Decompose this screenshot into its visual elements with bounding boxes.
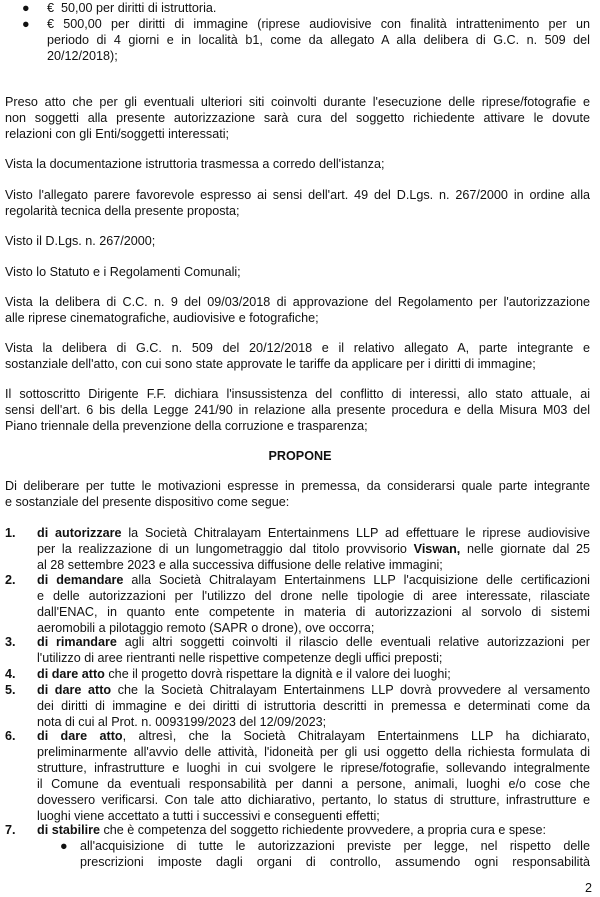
paragraph-statuto [5, 264, 590, 280]
item-number: 3. [5, 635, 16, 649]
paragraph-line: alle riprese cinematografiche, audiovisive e fotografiche; [5, 311, 319, 325]
item-lead: di dare atto [37, 729, 123, 743]
bullet-dot-icon: ● [22, 17, 30, 31]
item-number: 5. [5, 683, 16, 697]
item-lead: di stabilire [37, 823, 100, 837]
paragraph-line: non soggetti alla presente autorizzazione sarà cura del soggetto richiedente attivare le dovute [5, 111, 590, 125]
paragraph-preso-atto [5, 94, 590, 142]
paragraph-intro [5, 478, 590, 510]
fee-text-line: 500,00 per diritti di immagine (riprese audiovisive con finalità intrattenimento per un [63, 17, 590, 31]
paragraph-line: regolarità tecnica della presente proposta; [5, 204, 240, 218]
document-page: ● € 50,00 per diritti di istruttoria. ● € 500,00 per diritti di immagine (riprese audiovisive con finalità intrattenimento per un periodo di 4 giorni e in località b1, come da allegato A alla delibera di G.C. n. 509 del 20/12/2018); Preso atto che per gli eventuali ulteriori siti coinvolti durante l'esecuzione delle riprese/fotografie e non soggetti alla presente autorizzazione sarà cura del soggetto richiedente attivare le dovute relazioni con gli Enti/soggetti interessati; Vista la documentazione istruttoria trasmessa a corredo dell'istanza; Visto l'allegato parere favorevole espresso ai sensi dell'art. 49 del D.Lgs. n. 267/2000 in ordine alla regolarità tecnica della presente proposta; Visto il D.Lgs. n. 267/2000; Visto lo Statuto e i Regolamenti Comunali; Vista la delibera di C.C. n. 9 del 09/03/2018 di approvazione del Regolamento per l'autorizzazione alle riprese cinematografiche, audiovisive e fotografiche; Vista la delibera di G.C. n. 509 del 20/12/2018 e il relativo allegato A, parte integrante e sostanziale dell'atto, con cui sono state approvate le tariffe da applicare per i diritti di immagine; Il sottoscritto Dirigente F.F. dichiara l'insussistenza del conflitto di interessi, allo stato attuale, ai sensi dell'art. 6 bis della Legge 241/90 in relazione alla presente procedura e della Misura M03 del Piano triennale della prevenzione della corruzione e trasparenza; PROPONE Di deliberare per tutte le motivazioni espresse in premessa, da considerarsi quale parte integrante e sostanziale del presente dispositivo come segue: 1. di autorizzare la Società Chitralayam Entertainmens LLP ad effettuare le riprese audiovisive per la realizzazione di un lungometraggio dal titolo provvisorio Viswan, nelle giornate dal 25 al 28 settembre 2023 e alla successiva diffusione delle relative immagini; 2. di demandare alla Società Chitralayam Entertainmens LLP l'acquisizione delle certificazioni e delle autorizzazioni per l'utilizzo del drone nelle tipologie di aree interessate, rilasciate dall'ENAC, in quanto ente competente in materia di autorizzazioni al sorvolo di sistemi aeromobili a pilotaggio remoto (SAPR o drone), ove occorra; 3. di rimandare agli altri soggetti coinvolti il rilascio delle eventuali relative autorizzazioni per l'utilizzo di aree rientranti nelle rispettive competenze degli uffici preposti; 4. di dare atto che il progetto dovrà rispettare la dignità e il valore dei luoghi; 5. di dare atto che la Società Chitralayam Entertainmens LLP dovrà provvedere al versamento dei diritti di immagine e dei diritti di istruttoria descritti in premessa e determinati come da nota di cui al Prot. n. 0093199/2023 del 12/09/2023; 6. di dare atto, altresì, che la Società Chitralayam Entertainmens LLP ha dichiarato, preliminarmente all'avvio delle attività, l'idoneità per gli usi oggetto della richiesta formulata di strutture, infrastrutture e luoghi in cui svolgere le riprese/fotografie, sollevando integralmente il Comune da eventuali responsabilità per danni a persone, animali, luoghi e/o cose che dovessero verificarsi. Con tale atto dichiarativo, pertanto, lo status di strutture, infrastrutture e luoghi viene accettato a tutti i successivi e conseguenti effetti; 7. di stabilire che è competenza del soggetto richiedente provvedere, a propria cura e spese: ● all'acquisizione di tutte le autorizzazioni previste per legge, nel rispetto delle prescrizioni imposte dagli organi di controllo, assumendo ogni responsabilità 2 [0, 0, 600, 897]
paragraph-line: Vista la delibera di G.C. n. 509 del 20/12/2018 e il relativo allegato A, parte integrante e [5, 341, 590, 355]
fee-text-line: periodo di 4 giorni e in località b1, come da allegato A alla delibera di G.C. n. 509 del [47, 33, 590, 47]
paragraph-line: Visto il D.Lgs. n. 267/2000; [5, 234, 156, 248]
item-number: 4. [5, 667, 16, 681]
fee-text: 50,00 per diritti di istruttoria. [61, 1, 217, 15]
currency-symbol: € [47, 17, 55, 31]
item-lead: di rimandare [37, 635, 117, 649]
item-number: 6. [5, 729, 16, 743]
section-heading: PROPONE [268, 449, 332, 463]
paragraph-line: Visto lo Statuto e i Regolamenti Comunali; [5, 265, 241, 279]
paragraph-line: relazioni con gli Enti/soggetti interessati; [5, 127, 230, 141]
paragraph-line: Il sottoscritto Dirigente F.F. dichiara l'insussistenza del conflitto di interessi, allo stato attuale, ai [5, 387, 590, 401]
currency-symbol: € [47, 1, 55, 15]
paragraph-line: Visto l'allegato parere favorevole espresso ai sensi dell'art. 49 del D.Lgs. n. 267/2000 in ordine alla [5, 188, 590, 202]
paragraph-line: Preso atto che per gli eventuali ulteriori siti coinvolti durante l'esecuzione delle riprese/fotografie e [5, 95, 590, 109]
item-number: 2. [5, 573, 16, 587]
paragraph-line: e sostanziale del presente dispositivo come segue: [5, 495, 290, 509]
item-lead: di demandare [37, 573, 124, 587]
paragraph-line: Vista la documentazione istruttoria trasmessa a corredo dell'istanza; [5, 157, 385, 171]
paragraph-parere [5, 187, 590, 219]
paragraph-dlgs [5, 233, 590, 249]
paragraph-dirigente [5, 386, 590, 434]
paragraph-line: sostanziale dell'atto, con cui sono state approvate le tariffe da applicare per i diritti di immagine; [5, 357, 536, 371]
item-lead: di autorizzare [37, 526, 122, 540]
paragraph-documentazione [5, 156, 590, 172]
paragraph-delibera-cc [5, 294, 590, 326]
paragraph-line: Vista la delibera di C.C. n. 9 del 09/03/2018 di approvazione del Regolamento per l'autorizzazione [5, 295, 590, 309]
item-lead: di dare atto [37, 667, 105, 681]
paragraph-line: Piano triennale della prevenzione della corruzione e trasparenza; [5, 419, 368, 433]
bullet-dot-icon: ● [60, 839, 68, 853]
item-number: 1. [5, 526, 16, 540]
bullet-dot-icon: ● [22, 1, 30, 15]
fee-text-line: 20/12/2018); [47, 49, 118, 63]
paragraph-delibera-gc [5, 340, 590, 372]
item-lead: di dare atto [37, 683, 112, 697]
film-title: Viswan, [413, 542, 461, 556]
paragraph-line: sensi dell'art. 6 bis della Legge 241/90 in relazione alla presente procedura e della Misura M03 del [5, 403, 590, 417]
page-number: 2 [584, 881, 592, 895]
item-number: 7. [5, 823, 16, 837]
paragraph-line: Di deliberare per tutte le motivazioni espresse in premessa, da considerarsi quale parte integrante [5, 479, 590, 493]
